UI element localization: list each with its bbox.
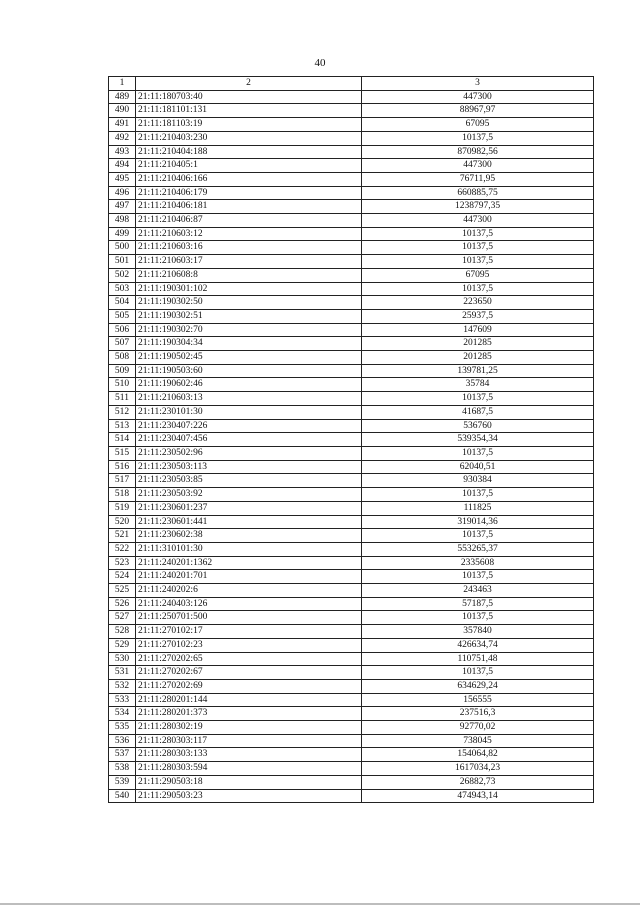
table-row	[109, 172, 594, 186]
table-row	[109, 145, 594, 159]
cadastral-number-cell: 21:11:280201:144	[136, 693, 362, 707]
cadastral-number-cell: 21:11:210603:17	[136, 255, 362, 269]
amount-cell: 201285	[362, 351, 594, 365]
table-row	[109, 762, 594, 776]
row-number-cell: 529	[109, 638, 136, 652]
table-row	[109, 556, 594, 570]
row-number-cell: 521	[109, 529, 136, 543]
cadastral-number-cell: 21:11:290503:18	[136, 775, 362, 789]
table-row	[109, 392, 594, 406]
cadastral-number-cell: 21:11:280303:594	[136, 762, 362, 776]
amount-cell: 26882,73	[362, 775, 594, 789]
cadastral-number-cell: 21:11:240202:6	[136, 584, 362, 598]
amount-cell: 474943,14	[362, 789, 594, 803]
cadastral-number-cell: 21:11:190302:70	[136, 323, 362, 337]
cadastral-number-cell: 21:11:310101:30	[136, 542, 362, 556]
row-number-cell: 523	[109, 556, 136, 570]
amount-cell: 536760	[362, 419, 594, 433]
cadastral-number-cell: 21:11:230101:30	[136, 405, 362, 419]
page-number: 40	[314, 57, 326, 69]
row-number-cell: 508	[109, 351, 136, 365]
table-row	[109, 460, 594, 474]
table-row	[109, 186, 594, 200]
row-number-cell: 518	[109, 488, 136, 502]
amount-cell: 88967,97	[362, 104, 594, 118]
cadastral-number-cell: 21:11:250701:500	[136, 611, 362, 625]
amount-cell: 10137,5	[362, 611, 594, 625]
table-row	[109, 337, 594, 351]
row-number-cell: 513	[109, 419, 136, 433]
row-number-cell: 510	[109, 378, 136, 392]
cadastral-number-cell: 21:11:210603:13	[136, 392, 362, 406]
table-row	[109, 638, 594, 652]
cadastral-number-cell: 21:11:210405:1	[136, 159, 362, 173]
row-number-cell: 519	[109, 501, 136, 515]
row-number-cell: 492	[109, 131, 136, 145]
column-header-1: 1	[109, 77, 136, 91]
row-number-cell: 527	[109, 611, 136, 625]
amount-cell: 447300	[362, 90, 594, 104]
amount-cell: 10137,5	[362, 131, 594, 145]
cadastral-number-cell: 21:11:280303:117	[136, 734, 362, 748]
amount-cell: 10137,5	[362, 570, 594, 584]
amount-cell: 660885,75	[362, 186, 594, 200]
amount-cell: 10137,5	[362, 392, 594, 406]
cadastral-number-cell: 21:11:270202:65	[136, 652, 362, 666]
cadastral-number-cell: 21:11:280303:133	[136, 748, 362, 762]
amount-cell: 156555	[362, 693, 594, 707]
amount-cell: 147609	[362, 323, 594, 337]
table-row	[109, 378, 594, 392]
row-number-cell: 538	[109, 762, 136, 776]
row-number-cell: 537	[109, 748, 136, 762]
table-row	[109, 118, 594, 132]
table-row	[109, 515, 594, 529]
amount-cell: 447300	[362, 159, 594, 173]
table-row	[109, 679, 594, 693]
table-row	[109, 200, 594, 214]
amount-cell: 154064,82	[362, 748, 594, 762]
cadastral-number-cell: 21:11:230602:38	[136, 529, 362, 543]
table-row	[109, 652, 594, 666]
table-row	[109, 597, 594, 611]
amount-cell: 1617034,23	[362, 762, 594, 776]
row-number-cell: 532	[109, 679, 136, 693]
row-number-cell: 509	[109, 364, 136, 378]
row-number-cell: 528	[109, 625, 136, 639]
row-number-cell: 533	[109, 693, 136, 707]
amount-cell: 426634,74	[362, 638, 594, 652]
table-row	[109, 364, 594, 378]
cadastral-number-cell: 21:11:190302:51	[136, 309, 362, 323]
amount-cell: 930384	[362, 474, 594, 488]
table-row	[109, 241, 594, 255]
row-number-cell: 515	[109, 446, 136, 460]
row-number-cell: 520	[109, 515, 136, 529]
table-row	[109, 104, 594, 118]
row-number-cell: 539	[109, 775, 136, 789]
row-number-cell: 514	[109, 433, 136, 447]
cadastral-number-cell: 21:11:181101:131	[136, 104, 362, 118]
amount-cell: 62040,51	[362, 460, 594, 474]
row-number-cell: 524	[109, 570, 136, 584]
cadastral-number-cell: 21:11:210608:8	[136, 268, 362, 282]
amount-cell: 67095	[362, 268, 594, 282]
amount-cell: 243463	[362, 584, 594, 598]
amount-cell: 10137,5	[362, 529, 594, 543]
cadastral-number-cell: 21:11:210603:12	[136, 227, 362, 241]
row-number-cell: 504	[109, 296, 136, 310]
row-number-cell: 502	[109, 268, 136, 282]
table-row	[109, 296, 594, 310]
cadastral-number-cell: 21:11:190304:34	[136, 337, 362, 351]
amount-cell: 10137,5	[362, 666, 594, 680]
row-number-cell: 496	[109, 186, 136, 200]
table-row	[109, 282, 594, 296]
table-row	[109, 309, 594, 323]
table-row	[109, 90, 594, 104]
cadastral-number-cell: 21:11:210406:179	[136, 186, 362, 200]
cadastral-number-cell: 21:11:280302:19	[136, 721, 362, 735]
table-row	[109, 748, 594, 762]
row-number-cell: 500	[109, 241, 136, 255]
row-number-cell: 489	[109, 90, 136, 104]
amount-cell: 110751,48	[362, 652, 594, 666]
table-row	[109, 707, 594, 721]
table-row	[109, 419, 594, 433]
amount-cell: 357840	[362, 625, 594, 639]
table-row	[109, 255, 594, 269]
column-header-3: 3	[362, 77, 594, 91]
cadastral-number-cell: 21:11:270102:17	[136, 625, 362, 639]
row-number-cell: 501	[109, 255, 136, 269]
cadastral-number-cell: 21:11:230407:226	[136, 419, 362, 433]
table-row	[109, 611, 594, 625]
table-row	[109, 405, 594, 419]
amount-cell: 10137,5	[362, 446, 594, 460]
cadastral-number-cell: 21:11:230503:92	[136, 488, 362, 502]
amount-cell: 738045	[362, 734, 594, 748]
cadastral-number-cell: 21:11:230601:441	[136, 515, 362, 529]
row-number-cell: 505	[109, 309, 136, 323]
row-number-cell: 517	[109, 474, 136, 488]
amount-cell: 35784	[362, 378, 594, 392]
cadastral-number-cell: 21:11:240403:126	[136, 597, 362, 611]
table-row	[109, 227, 594, 241]
amount-cell: 237516,3	[362, 707, 594, 721]
row-number-cell: 535	[109, 721, 136, 735]
cadastral-number-cell: 21:11:190301:102	[136, 282, 362, 296]
table-row	[109, 584, 594, 598]
cadastral-number-cell: 21:11:230407:456	[136, 433, 362, 447]
row-number-cell: 498	[109, 214, 136, 228]
amount-cell: 447300	[362, 214, 594, 228]
row-number-cell: 531	[109, 666, 136, 680]
table-row	[109, 693, 594, 707]
cadastral-number-cell: 21:11:240201:701	[136, 570, 362, 584]
table-row	[109, 734, 594, 748]
row-number-cell: 512	[109, 405, 136, 419]
amount-cell: 92770,02	[362, 721, 594, 735]
cadastral-number-cell: 21:11:180703:40	[136, 90, 362, 104]
table-row	[109, 570, 594, 584]
table-row	[109, 721, 594, 735]
table-row	[109, 268, 594, 282]
row-number-cell: 536	[109, 734, 136, 748]
column-header-2: 2	[136, 77, 362, 91]
row-number-cell: 499	[109, 227, 136, 241]
table-row	[109, 446, 594, 460]
amount-cell: 870982,56	[362, 145, 594, 159]
register-table	[108, 76, 594, 803]
cadastral-number-cell: 21:11:270202:67	[136, 666, 362, 680]
table-row	[109, 529, 594, 543]
row-number-cell: 530	[109, 652, 136, 666]
cadastral-number-cell: 21:11:210406:87	[136, 214, 362, 228]
amount-cell: 139781,25	[362, 364, 594, 378]
amount-cell: 1238797,35	[362, 200, 594, 214]
amount-cell: 10137,5	[362, 227, 594, 241]
amount-cell: 539354,34	[362, 433, 594, 447]
row-number-cell: 507	[109, 337, 136, 351]
amount-cell: 10137,5	[362, 488, 594, 502]
amount-cell: 553265,37	[362, 542, 594, 556]
cadastral-number-cell: 21:11:190503:60	[136, 364, 362, 378]
table-row	[109, 214, 594, 228]
row-number-cell: 494	[109, 159, 136, 173]
row-number-cell: 490	[109, 104, 136, 118]
amount-cell: 10137,5	[362, 255, 594, 269]
table-row	[109, 474, 594, 488]
amount-cell: 76711,95	[362, 172, 594, 186]
table-row	[109, 501, 594, 515]
cadastral-number-cell: 21:11:230503:85	[136, 474, 362, 488]
cadastral-number-cell: 21:11:210406:166	[136, 172, 362, 186]
table-row	[109, 625, 594, 639]
row-number-cell: 497	[109, 200, 136, 214]
amount-cell: 201285	[362, 337, 594, 351]
cadastral-number-cell: 21:11:181103:19	[136, 118, 362, 132]
cadastral-number-cell: 21:11:210404:188	[136, 145, 362, 159]
cadastral-number-cell: 21:11:210406:181	[136, 200, 362, 214]
row-number-cell: 511	[109, 392, 136, 406]
cadastral-number-cell: 21:11:210603:16	[136, 241, 362, 255]
table-row	[109, 666, 594, 680]
row-number-cell: 525	[109, 584, 136, 598]
cadastral-number-cell: 21:11:230502:96	[136, 446, 362, 460]
amount-cell: 67095	[362, 118, 594, 132]
amount-cell: 10137,5	[362, 282, 594, 296]
table-row	[109, 433, 594, 447]
row-number-cell: 526	[109, 597, 136, 611]
row-number-cell: 522	[109, 542, 136, 556]
cadastral-number-cell: 21:11:190602:46	[136, 378, 362, 392]
cadastral-number-cell: 21:11:280201:373	[136, 707, 362, 721]
cadastral-number-cell: 21:11:270102:23	[136, 638, 362, 652]
amount-cell: 223650	[362, 296, 594, 310]
table-row	[109, 323, 594, 337]
amount-cell: 10137,5	[362, 241, 594, 255]
amount-cell: 25937,5	[362, 309, 594, 323]
amount-cell: 319014,36	[362, 515, 594, 529]
cadastral-number-cell: 21:11:240201:1362	[136, 556, 362, 570]
cadastral-number-cell: 21:11:190502:45	[136, 351, 362, 365]
table-row	[109, 351, 594, 365]
cadastral-number-cell: 21:11:270202:69	[136, 679, 362, 693]
amount-cell: 2335608	[362, 556, 594, 570]
cadastral-number-cell: 21:11:230503:113	[136, 460, 362, 474]
table-row	[109, 159, 594, 173]
row-number-cell: 503	[109, 282, 136, 296]
cadastral-number-cell: 21:11:210403:230	[136, 131, 362, 145]
row-number-cell: 540	[109, 789, 136, 803]
table-row	[109, 789, 594, 803]
cadastral-number-cell: 21:11:230601:237	[136, 501, 362, 515]
table-row	[109, 131, 594, 145]
row-number-cell: 495	[109, 172, 136, 186]
amount-cell: 111825	[362, 501, 594, 515]
amount-cell: 57187,5	[362, 597, 594, 611]
table-row	[109, 775, 594, 789]
table-row	[109, 542, 594, 556]
table-row	[109, 488, 594, 502]
row-number-cell: 534	[109, 707, 136, 721]
table-header-row	[109, 77, 594, 91]
row-number-cell: 506	[109, 323, 136, 337]
cadastral-number-cell: 21:11:290503:23	[136, 789, 362, 803]
amount-cell: 41687,5	[362, 405, 594, 419]
cadastral-number-cell: 21:11:190302:50	[136, 296, 362, 310]
row-number-cell: 491	[109, 118, 136, 132]
amount-cell: 634629,24	[362, 679, 594, 693]
row-number-cell: 493	[109, 145, 136, 159]
row-number-cell: 516	[109, 460, 136, 474]
